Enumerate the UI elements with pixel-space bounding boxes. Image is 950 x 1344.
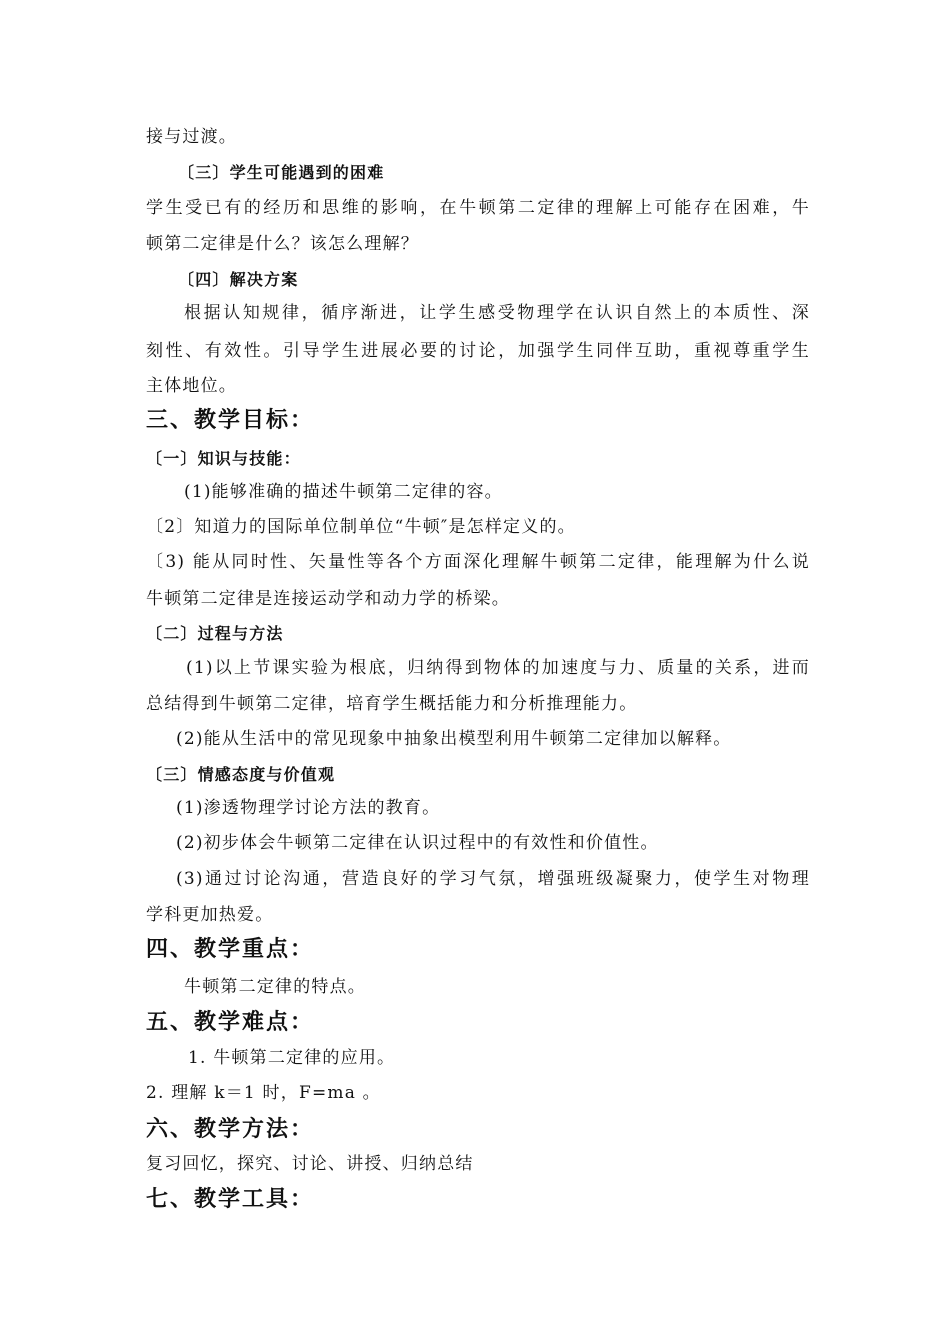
list-item: (1)以上节课实验为根底，归纳得到物体的加速度与力、质量的关系，进而: [186, 658, 810, 678]
list-item: 1. 牛顿第二定律的应用。: [188, 1048, 396, 1068]
paragraph-line: 学生受已有的经历和思维的影响，在牛顿第二定律的理解上可能存在困难，牛: [146, 198, 810, 218]
subsection-heading: 〔三〕学生可能遇到的困难: [178, 163, 385, 182]
paragraph-line: 复习回忆，探究、讨论、讲授、归纳总结: [146, 1154, 474, 1174]
list-item: (2)能从生活中的常见现象中抽象出模型利用牛顿第二定律加以解释。: [176, 729, 732, 749]
section-heading: 六、教学方法：: [146, 1117, 315, 1142]
paragraph-line: 接与过渡。: [146, 127, 237, 147]
paragraph-line: 顿第二定律是什么？该怎么理解？: [146, 234, 419, 254]
subsection-heading: 〔一〕知识与技能：: [146, 449, 301, 468]
subsection-heading: 〔四〕解决方案: [178, 270, 299, 289]
section-heading: 四、教学重点：: [146, 937, 315, 962]
section-heading: 三、教学目标：: [146, 408, 315, 433]
paragraph-line: 牛顿第二定律是连接运动学和动力学的桥梁。: [146, 589, 510, 609]
section-heading: 七、教学工具：: [146, 1187, 315, 1212]
list-item: (1)能够准确的描述牛顿第二定律的容。: [184, 482, 503, 502]
paragraph-line: 主体地位。: [146, 376, 237, 396]
paragraph-line: 刻性、有效性。引导学生进展必要的讨论，加强学生同伴互助，重视尊重学生: [146, 341, 810, 361]
list-item: 〔3) 能从同时性、矢量性等各个方面深化理解牛顿第二定律，能理解为什么说: [146, 552, 810, 572]
paragraph-line: 牛顿第二定律的特点。: [184, 977, 366, 997]
section-heading: 五、教学难点：: [146, 1010, 315, 1035]
paragraph-line: 总结得到牛顿第二定律，培育学生概括能力和分析推理能力。: [146, 694, 638, 714]
subsection-heading: 〔三〕情感态度与价值观: [146, 765, 336, 784]
paragraph-line: 根据认知规律，循序渐进，让学生感受物理学在认识自然上的本质性、深: [184, 303, 810, 323]
list-item: 2. 理解 k＝1 时，F=ma 。: [146, 1083, 381, 1103]
list-item: (2)初步体会牛顿第二定律在认识过程中的有效性和价值性。: [176, 833, 659, 853]
list-item: 〔2〕知道力的国际单位制单位“牛顿″是怎样定义的。: [146, 517, 576, 537]
list-item: (1)渗透物理学讨论方法的教育。: [176, 798, 441, 818]
list-item: (3)通过讨论沟通，营造良好的学习气氛，增强班级凝聚力，使学生对物理: [176, 869, 810, 889]
paragraph-line: 学科更加热爱。: [146, 905, 274, 925]
subsection-heading: 〔二〕过程与方法: [146, 624, 284, 643]
